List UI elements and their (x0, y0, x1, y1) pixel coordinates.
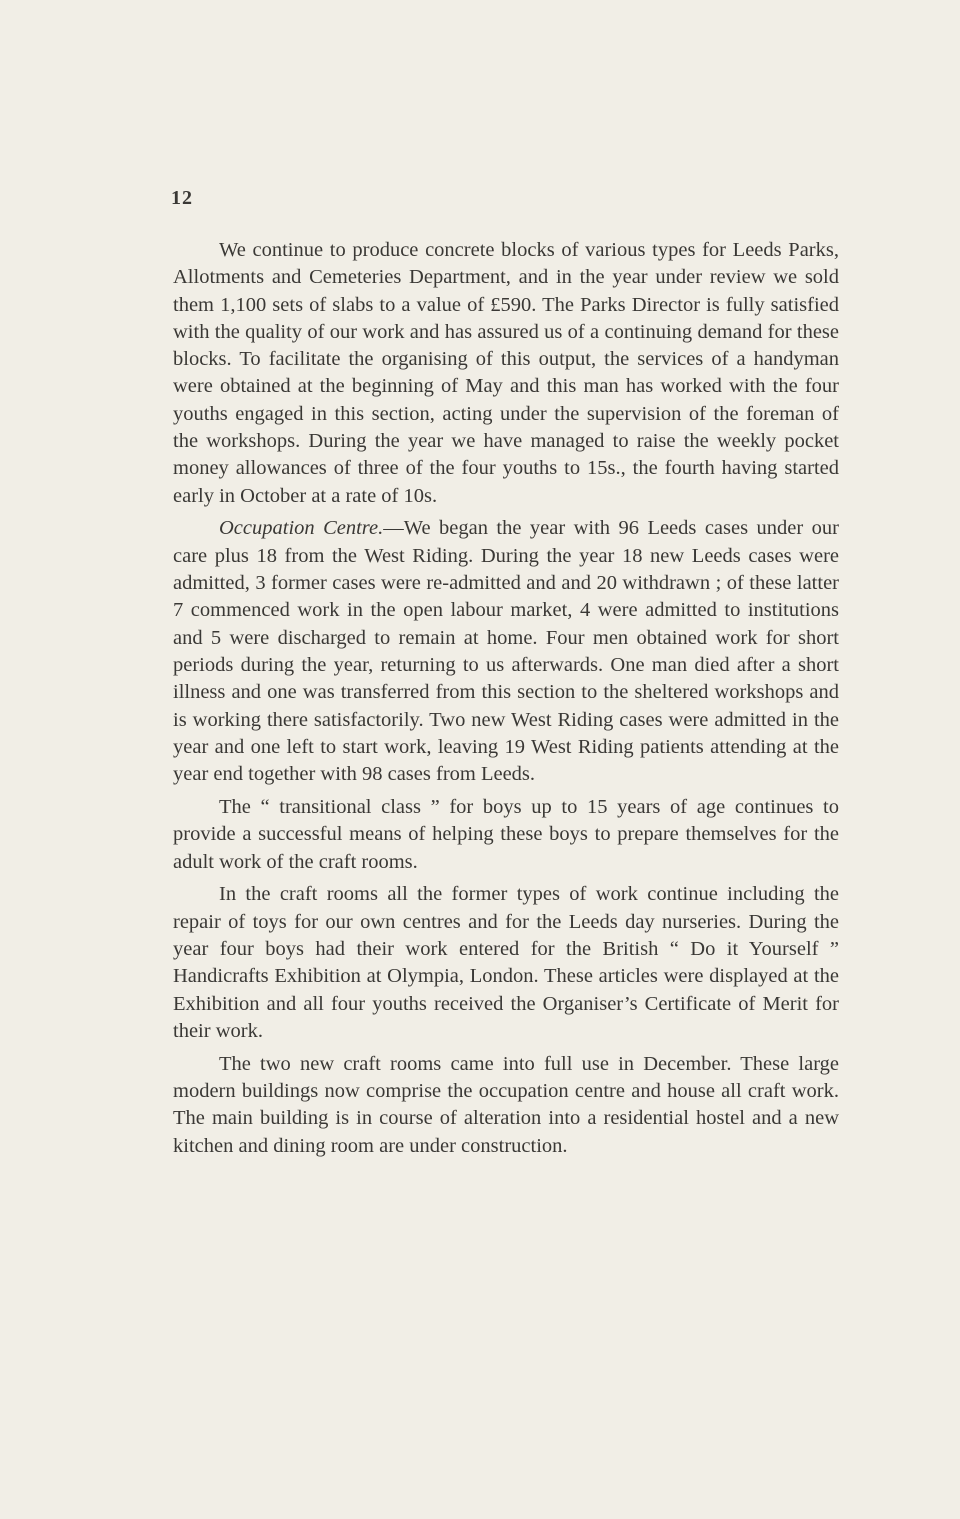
body-text (173, 237, 839, 1165)
paragraph-text: In the craft rooms all the former types of work continue including the repair of toys for our own centres and for the Leeds day nurseries. During the year four boys had their work entered for the British “ Do it Yourself ” Handicrafts Exhibition at Olympia, London. These articles were displayed at the Exhibition and all four youths received the Organiser’s Certificate of Merit for their work. (173, 883, 839, 1042)
paragraph-text: The two new craft rooms came into full use in December. These large modern buildings now comprise the occupation centre and house all craft work. The main building is in course of alteration into a residential hostel and a new kitchen and dining room are under construction. (173, 1052, 839, 1157)
paragraph-text: We continue to produce concrete blocks of various types for Leeds Parks, Allotments and Cemeteries Department, and in the year under review we sold them 1,100 sets of slabs to a value of £590. The Parks Director is fully satisfied with the quality of our work and has assured us of a continuing demand for these blocks. To facilitate the organising of this output, the services of a handyman were obtained at the beginning of May and this man has worked with the four youths engaged in this section, acting under the supervision of the foreman of the workshops. During the year we have managed to raise the weekly pocket money allowances of three of the four youths to 15s., the fourth having started early in October at a rate of 10s. (173, 239, 839, 507)
paragraph-concrete-blocks (173, 237, 839, 510)
paragraph-text: —We began the year with 96 Leeds cases under our care plus 18 from the West Riding. During the year 18 new Leeds cases were admitted, 3 former cases were re-admitted and and 20 withdrawn ; of these latter 7 commenced work in the open labour market, 4 were admitted to institutions and 5 were discharged to remain at home. Four men obtained work for short periods during the year, returning to us afterwards. One man died after a short illness and one was transferred from this section to the sheltered workshops and is working there satisfactorily. Two new West Riding cases were admitted in the year and one left to start work, leaving 19 West Riding patients attending at the year end together with 98 cases from Leeds. (173, 517, 839, 786)
paragraph-transitional-class (173, 794, 839, 876)
paragraph-new-craft-rooms (173, 1051, 839, 1160)
paragraph-occupation-centre (173, 515, 839, 788)
section-heading-occupation-centre: Occupation Centre. (219, 517, 384, 540)
page-number: 12 (171, 187, 193, 209)
paragraph-text: The “ transitional class ” for boys up to 15 years of age continues to provide a successful means of helping these boys to prepare themselves for the adult work of the craft rooms. (173, 795, 839, 873)
paragraph-craft-rooms (173, 881, 839, 1045)
